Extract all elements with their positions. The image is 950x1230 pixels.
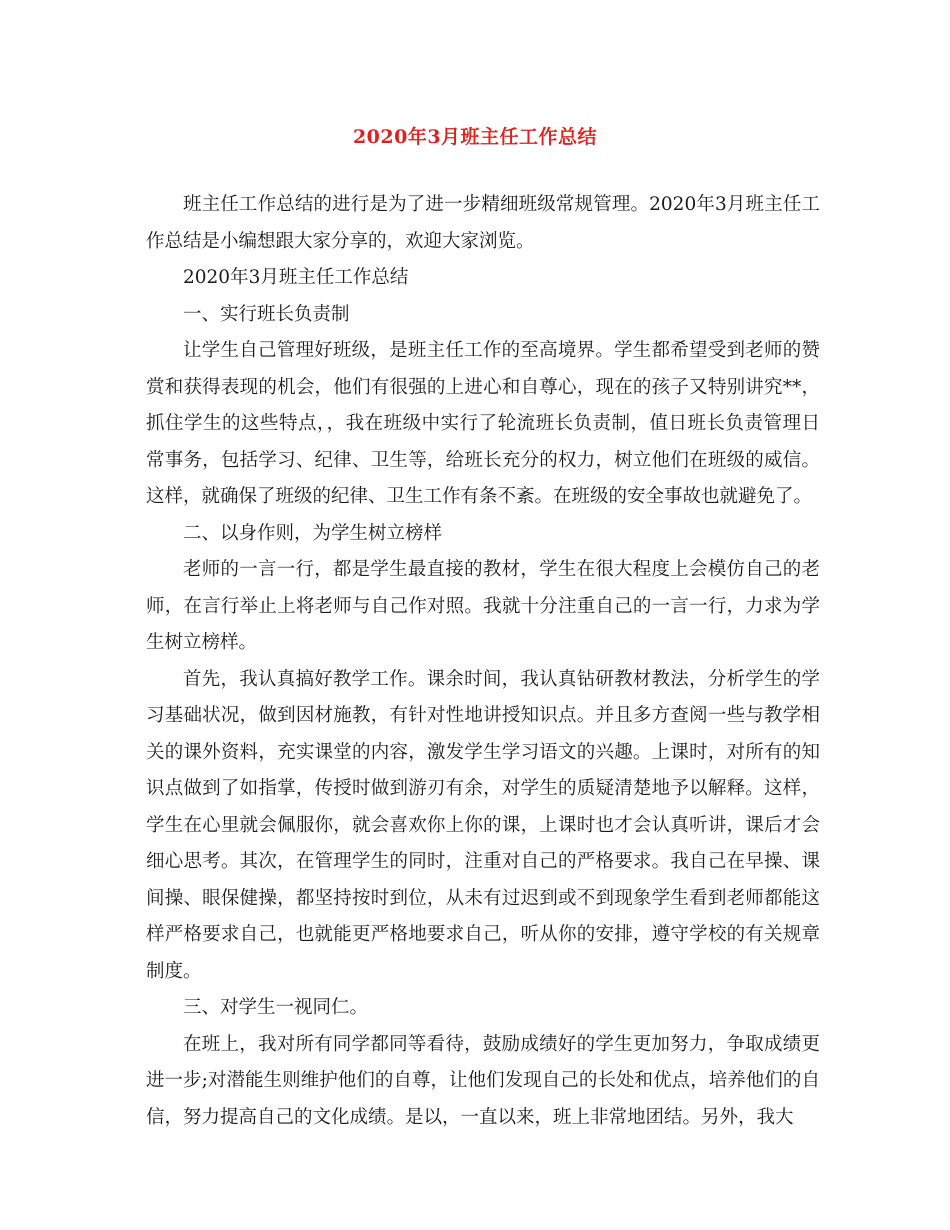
- document-title: 2020年3月班主任工作总结: [352, 126, 598, 148]
- section-2-heading: 二、以身作则，为学生树立榜样: [183, 522, 443, 544]
- section-1-heading: 一、实行班长负责制: [183, 303, 350, 325]
- document-subtitle: 2020年3月班主任工作总结: [183, 267, 409, 288]
- section-1-paragraph: 让学生自己管理好班级，是班主任工作的至高境界。学生都希望受到老师的赞赏和获得表现的机会，他们有很强的上进心和自尊心，现在的孩子又特别讲究**，抓住学生的这些特点，，我在班级中实行了轮流班长负责制，值日班长负责管理日常事务，包括学习、纪律、卫生等，给班长充分的权力，树立他们在班级的威信。这样，就确保了班级的纪律、卫生工作有条不紊。在班级的安全事故也就避免了。: [146, 340, 820, 507]
- section-2-paragraph-2: 首先，我认真搞好教学工作。课余时间，我认真钻研教材教法，分析学生的学习基础状况，做到因材施教，有针对性地讲授知识点。并且多方查阅一些与教学相关的课外资料，充实课堂的内容，激发学生学习语文的兴趣。上课时，对所有的知识点做到了如指掌，传授时做到游刃有余，对学生的质疑清楚地予以解释。这样，学生在心里就会佩服你，就会喜欢你上你的课，上课时也才会认真听讲，课后才会细心思考。其次，在管理学生的同时，注重对自己的严格要求。我自己在早操、课间操、眼保健操，都坚持按时到位，从未有过迟到或不到现象学生看到老师都能这样严格要求自己，也就能更严格地要求自己，听从你的安排，遵守学校的有关规章制度。: [146, 668, 820, 982]
- section-2-paragraph-1: 老师的一言一行，都是学生最直接的教材，学生在很大程度上会模仿自己的老师，在言行举止上将老师与自己作对照。我就十分注重自己的一言一行，力求为学生树立榜样。: [146, 559, 820, 653]
- document-body: [146, 187, 820, 1136]
- section-3-heading: 三、对学生一视同仁。: [183, 997, 369, 1018]
- section-3-paragraph: 在班上，我对所有同学都同等看待，鼓励成绩好的学生更加努力，争取成绩更进一步;对潜能生则维护他们的自尊，让他们发现自己的长处和优点，培养他们的自信，努力提高自己的文化成绩。是以，一直以来，班上非常地团结。另外，我大: [146, 1033, 820, 1128]
- intro-paragraph: 班主任工作总结的进行是为了进一步精细班级常规管理。2020年3月班主任工作总结是小编想跟大家分享的，欢迎大家浏览。: [146, 194, 820, 252]
